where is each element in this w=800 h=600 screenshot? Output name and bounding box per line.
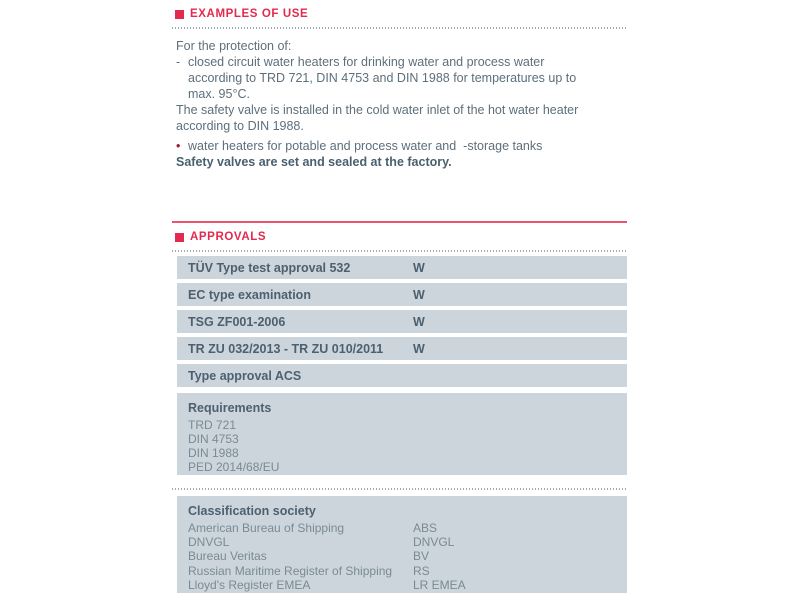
approval-row [177, 310, 627, 333]
approval-label: TÜV Type test approval 532 [188, 260, 351, 275]
classification-society-block [177, 496, 627, 593]
society-name: Lloyd's Register EMEA [188, 577, 311, 592]
society-code: DNVGL [413, 535, 455, 550]
red-divider [172, 221, 627, 223]
dash-item-text-line2: according to TRD 721, DIN 4753 and DIN 1988 for temperatures up to [188, 71, 577, 85]
society-name: Russian Maritime Register of Shipping [188, 563, 393, 578]
approvals-table [172, 256, 627, 387]
examples-section-header [172, 8, 627, 21]
valve-note-line1: The safety valve is installed in the cold water inlet of the hot water heater [176, 103, 579, 117]
bullet-item-text: water heaters for potable and process water and -storage tanks [188, 139, 543, 153]
society-name: American Bureau of Shipping [188, 521, 345, 535]
examples-of-use-section [172, 8, 627, 170]
approval-label: TR ZU 032/2013 - TR ZU 010/2011 [188, 341, 384, 356]
valve-note-line2: according to DIN 1988. [176, 119, 304, 133]
society-code: LR EMEA [413, 577, 466, 592]
society-name: DNVGL [188, 535, 230, 550]
examples-body [176, 38, 627, 170]
dotted-divider [172, 27, 627, 29]
classification-row [188, 549, 616, 563]
approval-label: Type approval ACS [188, 368, 302, 383]
requirements-block [177, 393, 627, 475]
requirements-title: Requirements [188, 401, 272, 415]
classification-title: Classification society [188, 504, 316, 518]
approval-label: TSG ZF001-2006 [188, 314, 286, 329]
approval-value: W [413, 341, 425, 356]
society-code: BV [413, 549, 430, 564]
dash-item-text-line3: max. 95°C. [188, 87, 250, 101]
requirement-item: TRD 721 [188, 418, 237, 432]
society-code: RS [413, 563, 430, 578]
approval-row [177, 337, 627, 360]
society-name: Bureau Veritas [188, 549, 267, 564]
red-square-icon [175, 10, 184, 19]
approvals-section [172, 221, 627, 593]
requirement-item: DIN 1988 [188, 446, 239, 460]
intro-line: For the protection of: [176, 39, 292, 53]
red-square-icon [175, 233, 184, 242]
approval-label: EC type examination [188, 287, 311, 302]
dotted-divider [172, 250, 627, 252]
requirement-item: PED 2014/68/EU [188, 460, 280, 474]
approval-row [177, 364, 627, 387]
approval-value: W [413, 287, 425, 302]
requirement-item: DIN 4753 [188, 432, 239, 446]
society-code: ABS [413, 521, 438, 535]
classification-row [188, 521, 616, 535]
factory-seal-note: Safety valves are set and sealed at the factory. [176, 155, 452, 169]
dash-list-item [176, 54, 627, 70]
dash-marker: - [176, 55, 181, 69]
approvals-section-title: APPROVALS [190, 231, 267, 243]
approval-value: W [413, 314, 425, 329]
approval-row [177, 283, 627, 306]
classification-row [188, 564, 616, 578]
bullet-icon: • [176, 139, 181, 153]
bullet-list-item [176, 138, 627, 154]
dotted-divider [172, 488, 627, 490]
dash-item-text-line1: closed circuit water heaters for drinking water and process water [188, 55, 545, 69]
classification-row [188, 578, 616, 592]
approval-row [177, 256, 627, 279]
classification-row [188, 535, 616, 549]
approval-value: W [413, 260, 425, 275]
examples-section-title: EXAMPLES OF USE [190, 8, 309, 20]
approvals-section-header [172, 231, 627, 244]
